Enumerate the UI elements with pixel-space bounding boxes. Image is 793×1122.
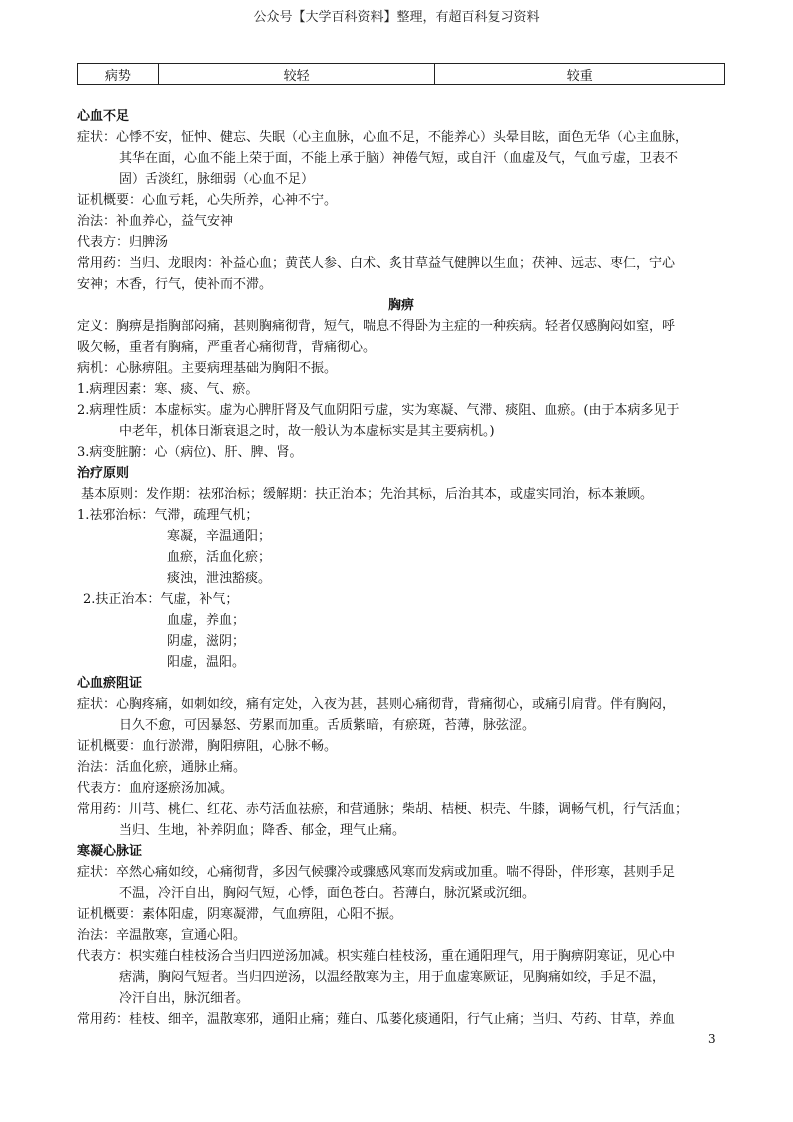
text-line: 日久不愈，可因暴怒、劳累而加重。舌质紫暗，有瘀斑，苔薄，脉弦涩。 bbox=[119, 718, 536, 733]
section-heading: 治疗原则 bbox=[77, 466, 130, 481]
text-line: 治法：补血养心，益气安神 bbox=[77, 214, 234, 229]
text-line: 阳虚，温阳。 bbox=[167, 655, 246, 670]
table-row bbox=[78, 64, 725, 85]
table-cell-severe: 较重 bbox=[435, 64, 725, 85]
text-line: 证机概要：心血亏耗，心失所养，心神不宁。 bbox=[77, 193, 338, 208]
text-line: 痰浊，泄浊豁痰。 bbox=[167, 571, 272, 586]
section-heading: 寒凝心脉证 bbox=[77, 844, 143, 859]
section-heading: 心血不足 bbox=[77, 109, 130, 124]
text-line: 1.祛邪治标：气滞，疏理气机； bbox=[77, 508, 259, 523]
text-line: 固）舌淡红，脉细弱（心血不足） bbox=[119, 172, 315, 187]
text-line: 安神；木香，行气，使补而不滞。 bbox=[77, 277, 273, 292]
text-line: 病机：心脉痹阻。主要病理基础为胸阳不振。 bbox=[77, 361, 338, 376]
section-heading: 胸痹 bbox=[387, 298, 414, 313]
text-line: 3.病变脏腑：心（病位)、肝、脾、肾。 bbox=[77, 445, 303, 460]
table-cell-disease-course: 病势 bbox=[78, 64, 159, 85]
text-line: 基本原则：发作期：祛邪治标；缓解期：扶正治本；先治其标，后治其本，或虚实同治，标本兼顾。 bbox=[81, 487, 654, 502]
text-line: 痞满，胸闷气短者。当归四逆汤，以温经散寒为主，用于血虚寒厥证，见胸痛如绞，手足不温， bbox=[119, 970, 666, 985]
text-line: 症状：卒然心痛如绞，心痛彻背，多因气候骤冷或骤感风寒而发病或加重。喘不得卧，伴形寒，甚则手足 bbox=[77, 865, 676, 880]
text-line: 2.扶正治本：气虚，补气； bbox=[83, 592, 239, 607]
text-line: 中老年，机体日渐衰退之时，故一般认为本虚标实是其主要病机。) bbox=[119, 424, 495, 439]
section-heading: 心血瘀阻证 bbox=[77, 676, 143, 691]
text-line: 代表方：归脾汤 bbox=[77, 235, 169, 250]
text-line: 吸欠畅，重者有胸痛，严重者心痛彻背，背痛彻心。 bbox=[77, 340, 377, 355]
text-line: 2.病理性质：本虚标实。虚为心脾肝肾及气血阴阳亏虚，实为寒凝、气滞、痰阻、血瘀。(由于本病多见于 bbox=[77, 403, 680, 418]
document-body bbox=[77, 106, 725, 1030]
text-line: 不温，冷汗自出，胸闷气短，心悸，面色苍白。苔薄白，脉沉紧或沉细。 bbox=[119, 886, 536, 901]
text-line: 血瘀，活血化瘀； bbox=[167, 550, 272, 565]
text-line: 证机概要：血行淤滞，胸阳痹阻，心脉不畅。 bbox=[77, 739, 338, 754]
text-line: 冷汗自出，脉沉细者。 bbox=[119, 991, 250, 1006]
text-line: 定义：胸痹是指胸部闷痛，甚则胸痛彻背，短气，喘息不得卧为主症的一种疾病。轻者仅感胸闷如窒，呼 bbox=[77, 319, 676, 334]
text-line: 当归、生地，补养阴血；降香、郁金，理气止痛。 bbox=[119, 823, 406, 838]
page-header: 公众号【大学百科资料】整理，有超百科复习资料 bbox=[253, 10, 540, 25]
text-line: 治法：辛温散寒，宣通心阳。 bbox=[77, 928, 247, 943]
severity-table bbox=[77, 63, 725, 85]
text-line: 血虚，养血； bbox=[167, 613, 246, 628]
text-line: 其华在面，心血不能上荣于面，不能上承于脑）神倦气短，或自汗（血虚及气，气血亏虚，卫表不 bbox=[119, 151, 679, 166]
text-line: 代表方：枳实薤白桂枝汤合当归四逆汤加减。枳实薤白桂枝汤，重在通阳理气，用于胸痹阴寒证，见心中 bbox=[77, 949, 676, 964]
text-line: 常用药：川芎、桃仁、红花、赤芍活血祛瘀，和营通脉；柴胡、桔梗、枳壳、牛膝，调畅气机，行气活血； bbox=[77, 802, 689, 817]
text-line: 代表方：血府逐瘀汤加减。 bbox=[77, 781, 234, 796]
text-line: 证机概要：素体阳虚，阴寒凝滞，气血痹阻，心阳不振。 bbox=[77, 907, 403, 922]
page-number: 3 bbox=[708, 1032, 716, 1046]
table-cell-mild: 较轻 bbox=[158, 64, 435, 85]
text-line: 1.病理因素：寒、痰、气、瘀。 bbox=[77, 382, 259, 397]
text-line: 阴虚，滋阴； bbox=[167, 634, 246, 649]
text-line: 症状：心悸不安，怔忡、健忘、失眠（心主血脉，心血不足，不能养心）头晕目眩，面色无华（心主血脉， bbox=[77, 130, 689, 145]
text-line: 寒凝，辛温通阳； bbox=[167, 529, 272, 544]
text-line: 治法：活血化瘀，通脉止痛。 bbox=[77, 760, 247, 775]
text-line: 症状：心胸疼痛，如刺如绞，痛有定处，入夜为甚，甚则心痛彻背，背痛彻心，或痛引肩背。伴有胸闷， bbox=[77, 697, 676, 712]
text-line: 常用药：当归、龙眼肉：补益心血；黄芪人参、白术、炙甘草益气健脾以生血；茯神、远志、枣仁，宁心 bbox=[77, 256, 676, 271]
text-line: 常用药：桂枝、细辛，温散寒邪，通阳止痛；薤白、瓜蒌化痰通阳，行气止痛；当归、芍药、甘草，养血 bbox=[77, 1012, 676, 1027]
